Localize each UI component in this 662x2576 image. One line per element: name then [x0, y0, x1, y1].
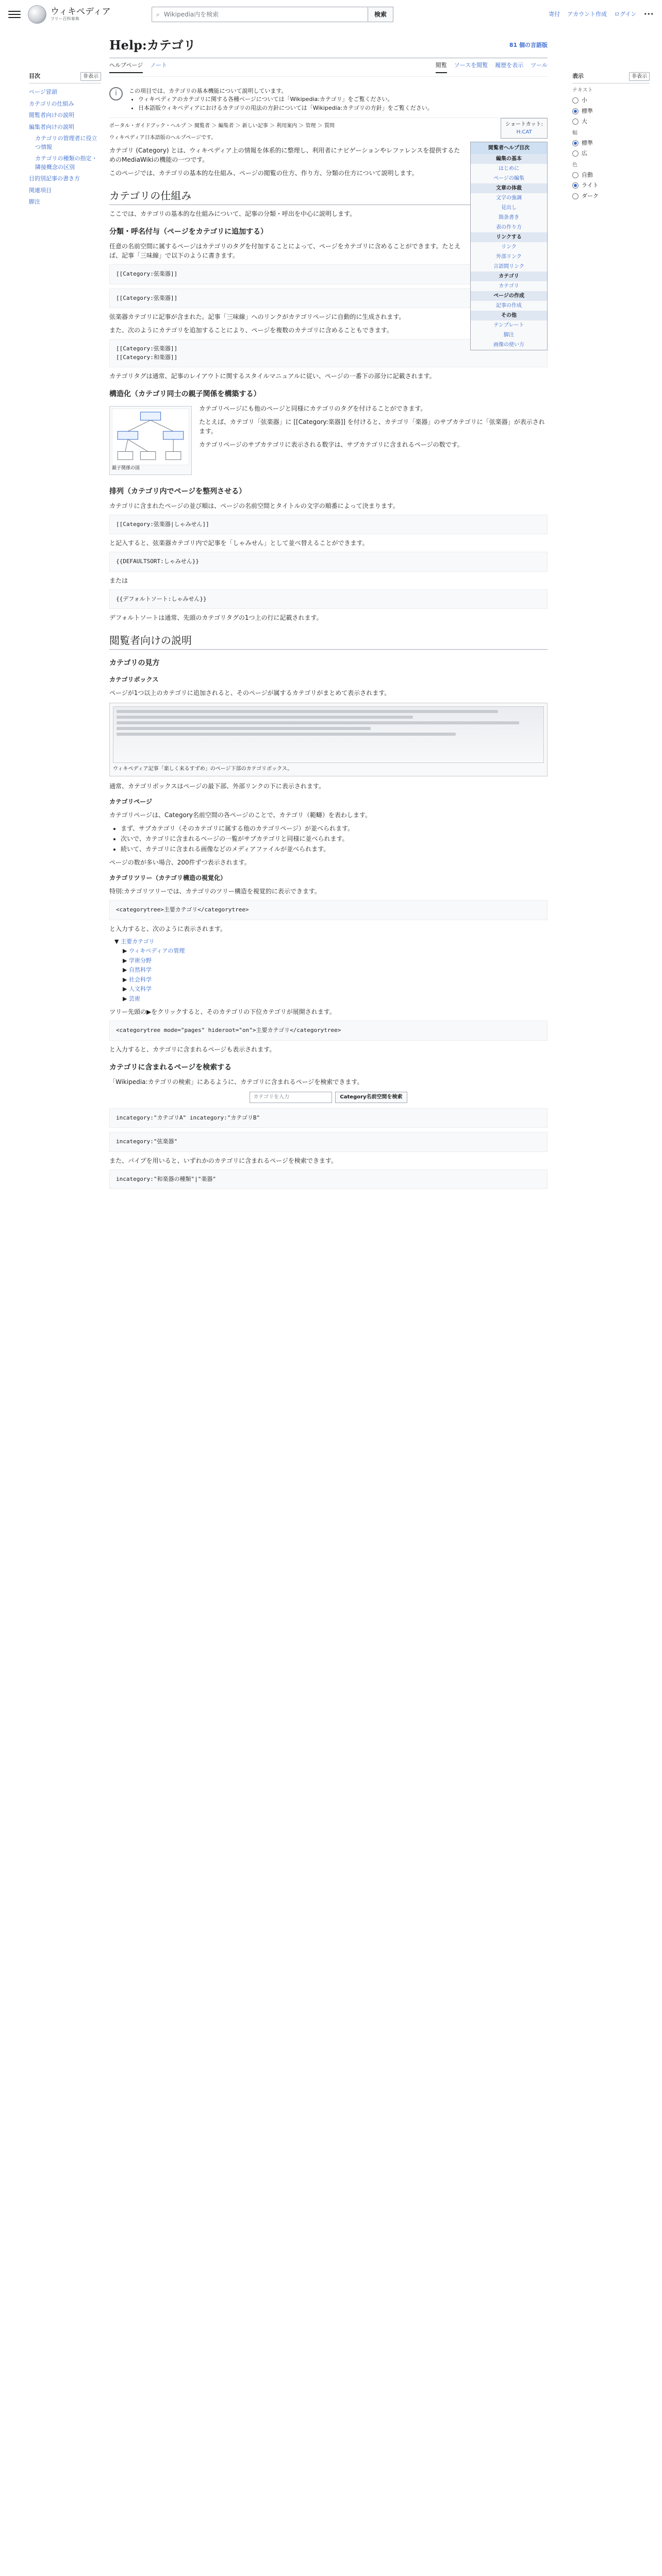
screenshot-image: [113, 706, 544, 763]
toc-item[interactable]: 編集者向けの説明: [29, 123, 74, 130]
width-label: 幅: [572, 130, 577, 136]
helpnav-link[interactable]: 外部リンク: [496, 254, 522, 260]
donate-link[interactable]: 寄付: [549, 10, 560, 18]
text-small-radio[interactable]: 小: [572, 96, 650, 105]
expand-icon[interactable]: ▶: [123, 986, 127, 992]
text-size-label: テキスト: [572, 88, 593, 93]
helpnav-link[interactable]: 箇条書き: [499, 215, 519, 221]
intro-paragraph: このページでは、カテゴリの基本的な仕組み、ページの閲覧の仕方、作り方、分類の仕方について説明します。: [109, 170, 418, 177]
screenshot-caption: ウィキペディア記事「楽しく来るすずめ」のページ下部のカテゴリボックス。: [113, 766, 293, 772]
tree-node[interactable]: 芸術: [128, 995, 140, 1002]
list-item: • 次いで、カテゴリに含まれるページの一覧がサブカテゴリと同様に並べられます。: [121, 834, 548, 843]
tree-node[interactable]: 主要カテゴリ: [120, 938, 155, 945]
login-link[interactable]: ログイン: [614, 10, 637, 18]
code-block: incategory:"弦楽器": [109, 1132, 548, 1152]
tree-node[interactable]: 自然科学: [128, 967, 152, 973]
toc-item[interactable]: 閲覧者向けの説明: [29, 112, 74, 118]
intro-paragraph: カテゴリ (Category) とは、ウィキペディア上の情報を体系的に整理し、利用者にナビゲーションやレファレンスを提供するためのMediaWikiの機能の一つです。: [109, 147, 460, 163]
globe-icon: [28, 5, 46, 24]
list-item: • まず、サブカテゴリ（そのカテゴリに属する他のカテゴリページ）が並べられます。: [121, 824, 548, 833]
tab-read[interactable]: 閲覧: [436, 61, 447, 73]
section-heading: カテゴリの仕組み: [109, 188, 548, 205]
page-title: Help:カテゴリ: [109, 38, 196, 53]
helpnav-link[interactable]: テンプレート: [493, 323, 524, 328]
color-light-radio[interactable]: ライト: [572, 181, 650, 190]
subsection-heading: カテゴリの見方: [109, 659, 160, 667]
hatnote-intro: この項目では、カテゴリの基本機能について説明しています。: [129, 87, 287, 94]
toc-sidebar: [29, 72, 101, 208]
list-item: • 続いて、カテゴリに含まれる画像などのメディアファイルが並べられます。: [121, 844, 548, 854]
menu-icon[interactable]: [8, 8, 21, 21]
shortcut-link[interactable]: H:CAT: [516, 129, 532, 135]
category-search-form: [109, 1092, 548, 1103]
language-button[interactable]: 81 個の言語版: [509, 41, 548, 48]
expand-icon[interactable]: ▼: [114, 938, 119, 945]
code-block: [[Category:弦楽器]]: [109, 264, 548, 284]
thumb-caption: 親子関係の図: [112, 466, 140, 471]
tab-help-page[interactable]: ヘルプページ: [109, 61, 143, 73]
width-wide-radio[interactable]: 広: [572, 149, 650, 158]
category-box-screenshot[interactable]: [109, 703, 548, 776]
top-links: [549, 10, 654, 19]
tab-history[interactable]: 履歴を表示: [495, 62, 524, 69]
hatnote: [109, 84, 548, 118]
search-form: [152, 7, 393, 22]
expand-icon[interactable]: ▶: [123, 967, 127, 973]
minor-heading: カテゴリボックス: [109, 676, 159, 683]
width-standard-radio[interactable]: 標準: [572, 139, 650, 148]
toc-item[interactable]: 目的別記事の書き方: [29, 175, 80, 182]
subsection-heading: 構造化（カテゴリ同士の親子関係を構築する）: [109, 390, 261, 398]
tab-view-source[interactable]: ソースを閲覧: [454, 62, 488, 69]
page-tabs: [109, 61, 548, 77]
helpnav-title: 閲覧者ヘルプ目次: [471, 142, 547, 154]
create-account-link[interactable]: アカウント作成: [567, 10, 607, 18]
appearance-panel: [572, 72, 650, 202]
subsection-heading: 分類・呼名付与（ページをカテゴリに追加する）: [109, 228, 268, 236]
code-block: incategory:"カテゴリA" incategory:"カテゴリB": [109, 1108, 548, 1128]
category-tree: [109, 938, 548, 1004]
toc-hide-button[interactable]: 非表示: [80, 72, 101, 81]
tab-talk[interactable]: ノート: [150, 62, 168, 69]
info-icon: i: [109, 87, 123, 100]
toc-item[interactable]: 脚注: [29, 198, 40, 205]
search-icon: ⌕: [156, 11, 160, 18]
more-icon[interactable]: •••: [643, 10, 654, 18]
toc-item[interactable]: カテゴリの種類の指定・隣接概念の区別: [35, 155, 97, 171]
expand-icon[interactable]: ▶: [123, 995, 127, 1002]
color-dark-radio[interactable]: ダーク: [572, 192, 650, 201]
helpnav-link[interactable]: 記事の作成: [496, 303, 522, 309]
logo-subtitle: フリー百科事典: [51, 16, 79, 21]
tab-tools[interactable]: ツール: [531, 62, 548, 69]
category-search-input[interactable]: カテゴリを入力: [250, 1092, 332, 1103]
breadcrumb-note: ウィキペディア日本語版のヘルプページです。: [109, 135, 217, 141]
tree-node[interactable]: 学術分野: [128, 957, 152, 964]
code-block: {{DEFAULTSORT:しゃみせん}}: [109, 552, 548, 572]
help-navbox: 閲覧者ヘルプ目次 編集の基本 はじめに ページの編集 文章の体裁 文字の強調 見出し 箇条書き 表の作り方 リンクする リンク 外部リンク 言語間リンク カテゴリ カテゴリ ページの作成 記事の作成 その他 テンプレート 脚注 画像の使い方: [470, 142, 548, 350]
helpnav-link[interactable]: ページの編集: [493, 176, 524, 181]
hierarchy-svg: [112, 409, 189, 465]
toc-item[interactable]: ページ冒頭: [29, 89, 57, 95]
hierarchy-diagram[interactable]: [109, 406, 192, 475]
tree-node[interactable]: 社会科学: [128, 976, 152, 983]
expand-icon[interactable]: ▶: [123, 976, 127, 983]
section-heading: 閲覧者向けの説明: [109, 633, 548, 650]
site-logo[interactable]: [28, 5, 126, 24]
helpnav-link[interactable]: 文字の強調: [496, 195, 522, 201]
code-block: [[Category:弦楽器]] [[Category:和楽器]]: [109, 339, 548, 367]
toc-title: 目次: [29, 73, 40, 79]
color-auto-radio[interactable]: 自動: [572, 171, 650, 180]
code-block: [[Category:弦楽器]]: [109, 289, 548, 309]
subsection-heading: 排列（カテゴリ内でページを整列させる）: [109, 487, 246, 496]
breadcrumb: ポータル・ガイドブック・ヘルプ ＞ 閲覧者 ＞ 編集者 ＞ 新しい記事 ＞ 利用案内 ＞ 管理 ＞ 質問: [109, 123, 335, 129]
code-block: <categorytree mode="pages" hideroot="on">主要カテゴリ</categorytree>: [109, 1021, 548, 1041]
shortcut-box: ショートカット: H:CAT: [501, 118, 548, 139]
tree-node[interactable]: 人文科学: [128, 986, 152, 992]
helpnav-link[interactable]: はじめに: [499, 166, 519, 172]
helpnav-link[interactable]: リンク: [501, 244, 517, 250]
code-block: <categorytree>主要カテゴリ</categorytree>: [109, 900, 548, 920]
appearance-title: 表示: [572, 73, 584, 79]
main-content: Help:カテゴリ 81 個の言語版 ヘルプページ ノート 閲覧 ソースを閲覧 履歴を表示 ツール i この項目では、カテゴリの基本機能について説明しています。 • ウィキペディアのカテゴリに関する各種ページについては「Wikipedia:カテゴリ」をご覧ください。 • 日本語版ウィキペディアにおけるカテゴリの用法の方針については「Wikipedia:カテゴリの方針」をご覧ください。 ショートカット: H:CAT ポータル・ガイドブック・ヘルプ ＞ 閲覧者 ＞ 編集者 ＞ 新しい記事 ＞ 利用案内 ＞ 管理 ＞ 質問 ウィキペディア日本語版のヘルプページです。 閲覧者ヘルプ目次 編集の基本 はじめに ページの編集 文章の体裁 文字の強調 見出し 箇条書き 表の作り方 リンクする リンク 外部リンク 言語間リンク カテゴリ カテゴリ ページの作成 記事の作成 その他 テンプレート 脚注 画像の使い方 カテゴリ (Category) とは、ウィキペディア上の情報を体系的に整理し、利用者にナビゲーションやレファレンスを提供するためのMediaWikiの機能の一つです。 このページでは、カテゴリの基本的な仕組み、ページの閲覧の仕方、作り方、分類の仕方について説明します。 カテゴリの仕組み ここでは、カテゴリの基本的な仕組みについて、記事の分類・呼出を中心に説明します。 分類・呼名付与（ページをカテゴリに追加する） 任意の名前空間に属するページはカテゴリのタグを付加することによって、ページをカテゴリに含めることができます。たとえば、記事「三味線」で以下のように書きます。 [[Category:弦楽器]] [[Category:弦楽器]] 弦楽器カテゴリに記事が含まれた。記事「三味線」へのリンクがカテゴリページに自動的に生成されます。 また、次のようにカテゴリを追加することにより、ページを複数のカテゴリに含めることもできます。 [[Category:弦楽器]] [[Category:和楽器]] カテゴリタグは通常、記事のレイアウトに関するスタイルマニュアルに従い、ページの一番下の部分に記載されます。 構造化（カテゴリ同士の親子関係を構築する） 親子関係の図 カテゴリページにも他のページと同様にカテゴリのタグを付けることができます。 たとえば、カテゴリ「弦楽器」に [[Category:楽器]] を付けると、カテゴリ「楽器」のサブカテゴリに「弦楽器」が表示されます。 カテゴリページのサブカテゴリに表示される数字は、サブカテゴリに含まれるページの数です。 排列（カテゴリ内でページを整列させる） カテゴリに含まれたページの並び順は、ページの名前空間とタイトルの文字の順番によって決まります。 [[Category:弦楽器|しゃみせん]] と記入すると、弦楽器カテゴリ内で記事を「しゃみせん」として並べ替えることができます。 {{DEFAULTSORT:しゃみせん}} または {{デフォルトソート:しゃみせん}} デフォルトソートは通常、先頭のカテゴリタグの1つ上の行に記載されます。 閲覧者向けの説明 カテゴリの見方 カテゴリボックス ページが1つ以上のカテゴリに追加されると、そのページが属するカテゴリがまとめて表示されます。 ウィキペディア記事「楽しく来るすずめ」のページ下部のカテゴリボックス。 通常、カテゴリボックスはページの最下部、外部リンクの下に表示されます。 カテゴリページ カテゴリページは、Category名前空間の各ページのことで、カテゴリ（範疇）を表わします。 • まず、サブカテゴリ（そのカテゴリに属する他のカテゴリページ）が並べられます。 • 次いで、カテゴリに含まれるページの一覧がサブカテゴリと同様に並べられます。 • 続いて、カテゴリに含まれる画像などのメディアファイルが並べられます。 ページの数が多い場合、200件ずつ表示されます。 カテゴリツリー（カテゴリ構造の視覚化） 特別:カテゴリツリーでは、カテゴリのツリー構造を視覚的に表示できます。 <categorytree>主要カテゴリ</categorytree> と入力すると、次のように表示されます。 ▼ 主要カテゴリ ▶ ウィキペディアの管理 ▶ 学術分野 ▶ 自然科学 ▶ 社会科学 ▶ 人文科学 ▶ 芸術 ツリー先頭の▶をクリックすると、そのカテゴリの下位カテゴリが展開されます。 <categorytree mode="pages" hideroot="on">主要カテゴリ</categorytree> と入力すると、カテゴリに含まれるページも表示されます。 カテゴリに含まれるページを検索する 「Wikipedia:カテゴリの検索」にあるように、カテゴリに含まれるページを検索できます。 カテゴリを入力 Category名前空間を検索 incategory:"カテゴリA" incategory:"カテゴリB" incategory:"弦楽器" また、パイプを用いると、いずれかのカテゴリに含まれるページを検索できます。 incategory:"和楽器の種類"|"楽器": [109, 36, 548, 1193]
minor-heading: カテゴリページ: [109, 798, 153, 805]
helpnav-link[interactable]: 脚注: [504, 332, 514, 338]
search-button[interactable]: 検索: [368, 7, 393, 22]
text-large-radio[interactable]: 大: [572, 117, 650, 126]
appearance-hide-button[interactable]: 非表示: [629, 72, 650, 81]
top-bar: [0, 0, 662, 29]
helpnav-link[interactable]: 言語間リンク: [493, 264, 524, 269]
text-standard-radio[interactable]: 標準: [572, 107, 650, 116]
toc-item[interactable]: 関連項目: [29, 187, 52, 194]
toc-item[interactable]: カテゴリの仕組み: [29, 100, 74, 107]
search-input[interactable]: ⌕ Wikipedia内を検索: [152, 7, 368, 22]
code-block: {{デフォルトソート:しゃみせん}}: [109, 589, 548, 609]
hatnote-item: • 日本語版ウィキペディアにおけるカテゴリの用法の方針については「Wikipedia:カテゴリの方針」をご覧ください。: [138, 104, 433, 113]
logo-title: ウィキペディア: [51, 7, 111, 18]
tree-node[interactable]: ウィキペディアの管理: [128, 947, 185, 954]
helpnav-link[interactable]: カテゴリ: [499, 283, 519, 289]
category-search-button[interactable]: Category名前空間を検索: [335, 1092, 407, 1103]
minor-heading: カテゴリツリー（カテゴリ構造の視覚化）: [109, 874, 227, 882]
expand-icon[interactable]: ▶: [123, 957, 127, 964]
color-label: 色: [572, 162, 577, 168]
toc-item[interactable]: カテゴリの管理者に役立つ情報: [35, 135, 97, 150]
code-block: [[Category:弦楽器|しゃみせん]]: [109, 515, 548, 535]
subsection-heading: カテゴリに含まれるページを検索する: [109, 1063, 232, 1072]
hatnote-item: • ウィキペディアのカテゴリに関する各種ページについては「Wikipedia:カテゴリ」をご覧ください。: [138, 95, 433, 104]
code-block: incategory:"和楽器の種類"|"楽器": [109, 1170, 548, 1190]
helpnav-link[interactable]: 表の作り方: [496, 225, 522, 230]
expand-icon[interactable]: ▶: [123, 947, 127, 954]
helpnav-link[interactable]: 画像の使い方: [493, 342, 524, 348]
helpnav-link[interactable]: 見出し: [501, 205, 517, 211]
